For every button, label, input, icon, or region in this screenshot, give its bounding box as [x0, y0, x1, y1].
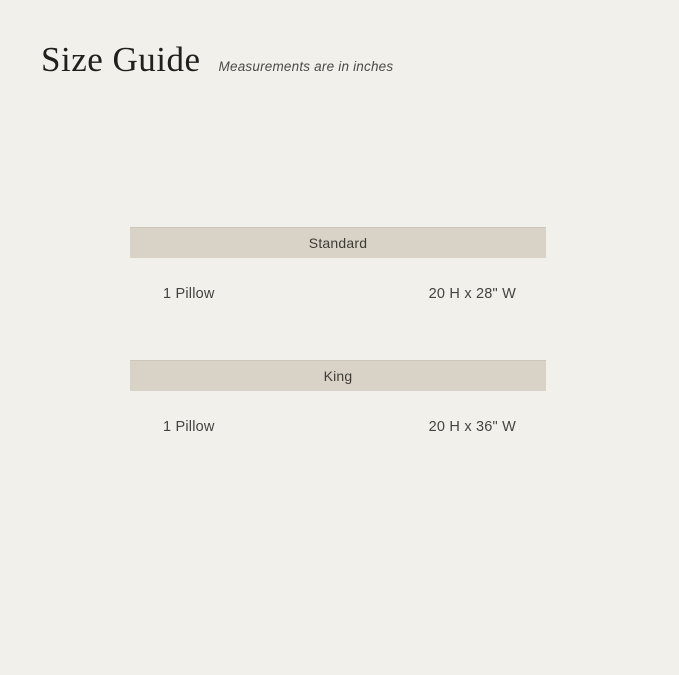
pillow-dimensions-value: 20 H x 28" W [428, 286, 516, 302]
size-section-header-king [130, 360, 546, 391]
measurement-units-note: Measurements are in inches [218, 59, 394, 74]
pillow-count-label: 1 Pillow [163, 419, 215, 435]
pillow-count-label: 1 Pillow [163, 286, 215, 302]
table-row [130, 391, 546, 435]
pillow-dimensions-value: 20 H x 36" W [428, 419, 516, 435]
size-section-title: Standard [308, 235, 368, 251]
size-section-title: King [323, 368, 353, 384]
size-section-standard [130, 227, 546, 302]
table-row [130, 258, 546, 302]
size-section-king [130, 360, 546, 435]
size-guide-header [41, 42, 393, 77]
size-guide-table [130, 227, 546, 493]
size-section-header-standard [130, 227, 546, 258]
page-title: Size Guide [41, 40, 201, 79]
